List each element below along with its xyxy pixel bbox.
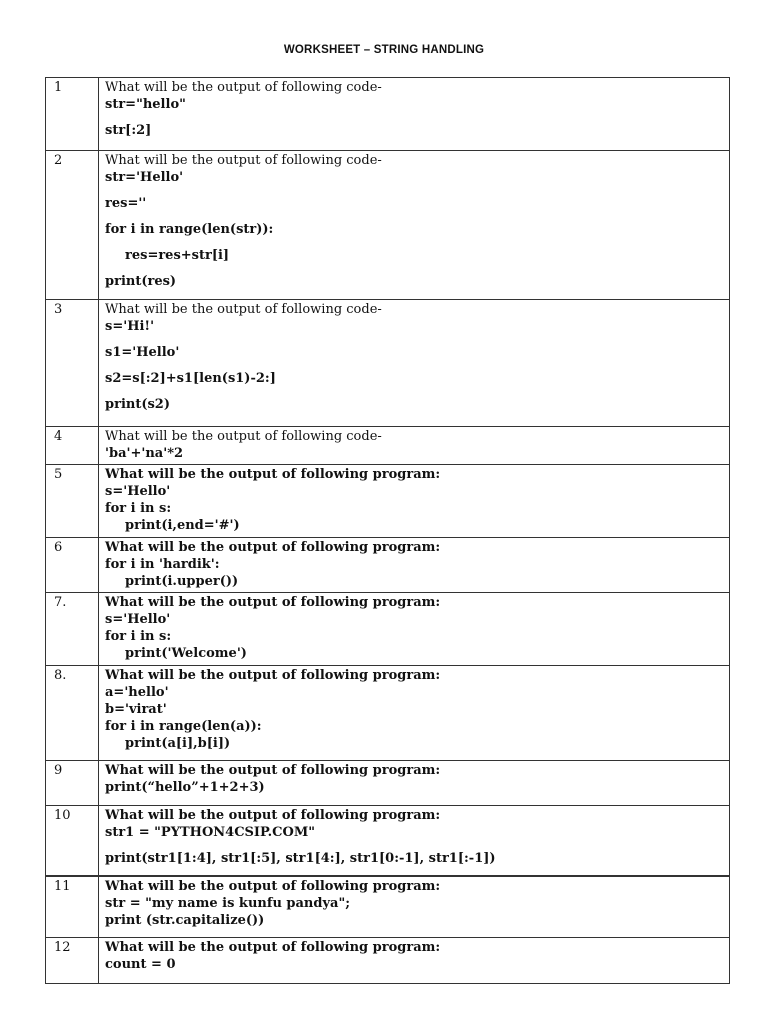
- code-line: str="hello": [105, 97, 186, 112]
- code-line: count = 0: [105, 957, 176, 972]
- question-prompt: What will be the output of following program:: [105, 878, 441, 894]
- question-prompt: What will be the output of following program:: [105, 595, 441, 610]
- question-number: 7.: [46, 593, 99, 666]
- question-content: [99, 761, 730, 806]
- code-line: b='virat': [105, 702, 167, 717]
- question-content: [99, 666, 730, 761]
- question-row: [46, 876, 730, 938]
- question-prompt: What will be the output of following code-: [105, 302, 382, 317]
- question-content: [99, 806, 730, 876]
- question-row: [46, 151, 730, 300]
- question-prompt: What will be the output of following program:: [105, 668, 441, 683]
- code-line: for i in s:: [105, 501, 172, 516]
- question-number: 11: [46, 876, 99, 938]
- question-row: [46, 78, 730, 151]
- question-content: [99, 593, 730, 666]
- question-number: 3: [46, 300, 99, 427]
- code-line: for i in s:: [105, 629, 172, 644]
- question-row: [46, 938, 730, 984]
- question-row: [46, 538, 730, 593]
- code-line: print(a[i],b[i]): [125, 736, 231, 751]
- question-row: [46, 806, 730, 876]
- code-line: s='Hello': [105, 484, 171, 499]
- question-content: [99, 538, 730, 593]
- question-number: 5: [46, 465, 99, 538]
- question-row: [46, 300, 730, 427]
- code-line: res=res+str[i]: [125, 248, 230, 263]
- code-line: for i in range(len(str)):: [105, 222, 274, 237]
- code-line: str = "my name is kunfu pandya";: [105, 895, 351, 911]
- question-number: 10: [46, 806, 99, 876]
- code-line: s2=s[:2]+s1[len(s1)-2:]: [105, 371, 276, 386]
- question-content: [99, 151, 730, 300]
- question-row: [46, 761, 730, 806]
- question-number: 4: [46, 427, 99, 465]
- question-prompt: What will be the output of following program:: [105, 540, 441, 555]
- question-prompt: What will be the output of following code-: [105, 80, 382, 95]
- question-content: [99, 938, 730, 984]
- question-prompt: What will be the output of following program:: [105, 808, 441, 823]
- code-line: a='hello': [105, 685, 169, 700]
- code-line: s='Hi!': [105, 319, 155, 334]
- question-content: [99, 300, 730, 427]
- code-line: print(s2): [105, 397, 170, 412]
- code-line: print (str.capitalize()): [105, 912, 265, 928]
- code-line: print(str1[1:4], str1[:5], str1[4:], str1[0:-1], str1[:-1]): [105, 851, 496, 866]
- code-line: str[:2]: [105, 123, 152, 138]
- question-number: 2: [46, 151, 99, 300]
- question-row: [46, 427, 730, 465]
- question-prompt: What will be the output of following code-: [105, 429, 382, 444]
- question-number: 9: [46, 761, 99, 806]
- code-line: s='Hello': [105, 612, 171, 627]
- question-content: [99, 427, 730, 465]
- code-line: print(res): [105, 274, 177, 289]
- question-number: 1: [46, 78, 99, 151]
- question-number: 8.: [46, 666, 99, 761]
- question-prompt: What will be the output of following program:: [105, 763, 441, 778]
- code-line: for i in 'hardik':: [105, 557, 220, 572]
- code-line: s1='Hello': [105, 345, 180, 360]
- question-content: [99, 876, 730, 938]
- code-line: 'ba'+'na'*2: [105, 446, 184, 461]
- code-line: print(“hello”+1+2+3): [105, 780, 265, 795]
- worksheet-title: WORKSHEET – STRING HANDLING: [283, 44, 485, 56]
- question-prompt: What will be the output of following code-: [105, 153, 382, 168]
- questions-table: [45, 77, 730, 984]
- code-line: print('Welcome'): [125, 646, 247, 661]
- code-line: res='': [105, 196, 147, 211]
- question-row: [46, 666, 730, 761]
- code-line: for i in range(len(a)):: [105, 719, 262, 734]
- question-number: 12: [46, 938, 99, 984]
- question-prompt: What will be the output of following program:: [105, 467, 441, 482]
- question-content: [99, 465, 730, 538]
- code-line: print(i,end='#'): [125, 518, 240, 533]
- code-line: str='Hello': [105, 170, 184, 185]
- code-line: str1 = "PYTHON4CSIP.COM": [105, 825, 315, 840]
- question-row: [46, 465, 730, 538]
- question-content: [99, 78, 730, 151]
- question-prompt: What will be the output of following program:: [105, 940, 441, 955]
- question-number: 6: [46, 538, 99, 593]
- question-row: [46, 593, 730, 666]
- code-line: print(i.upper()): [125, 574, 239, 589]
